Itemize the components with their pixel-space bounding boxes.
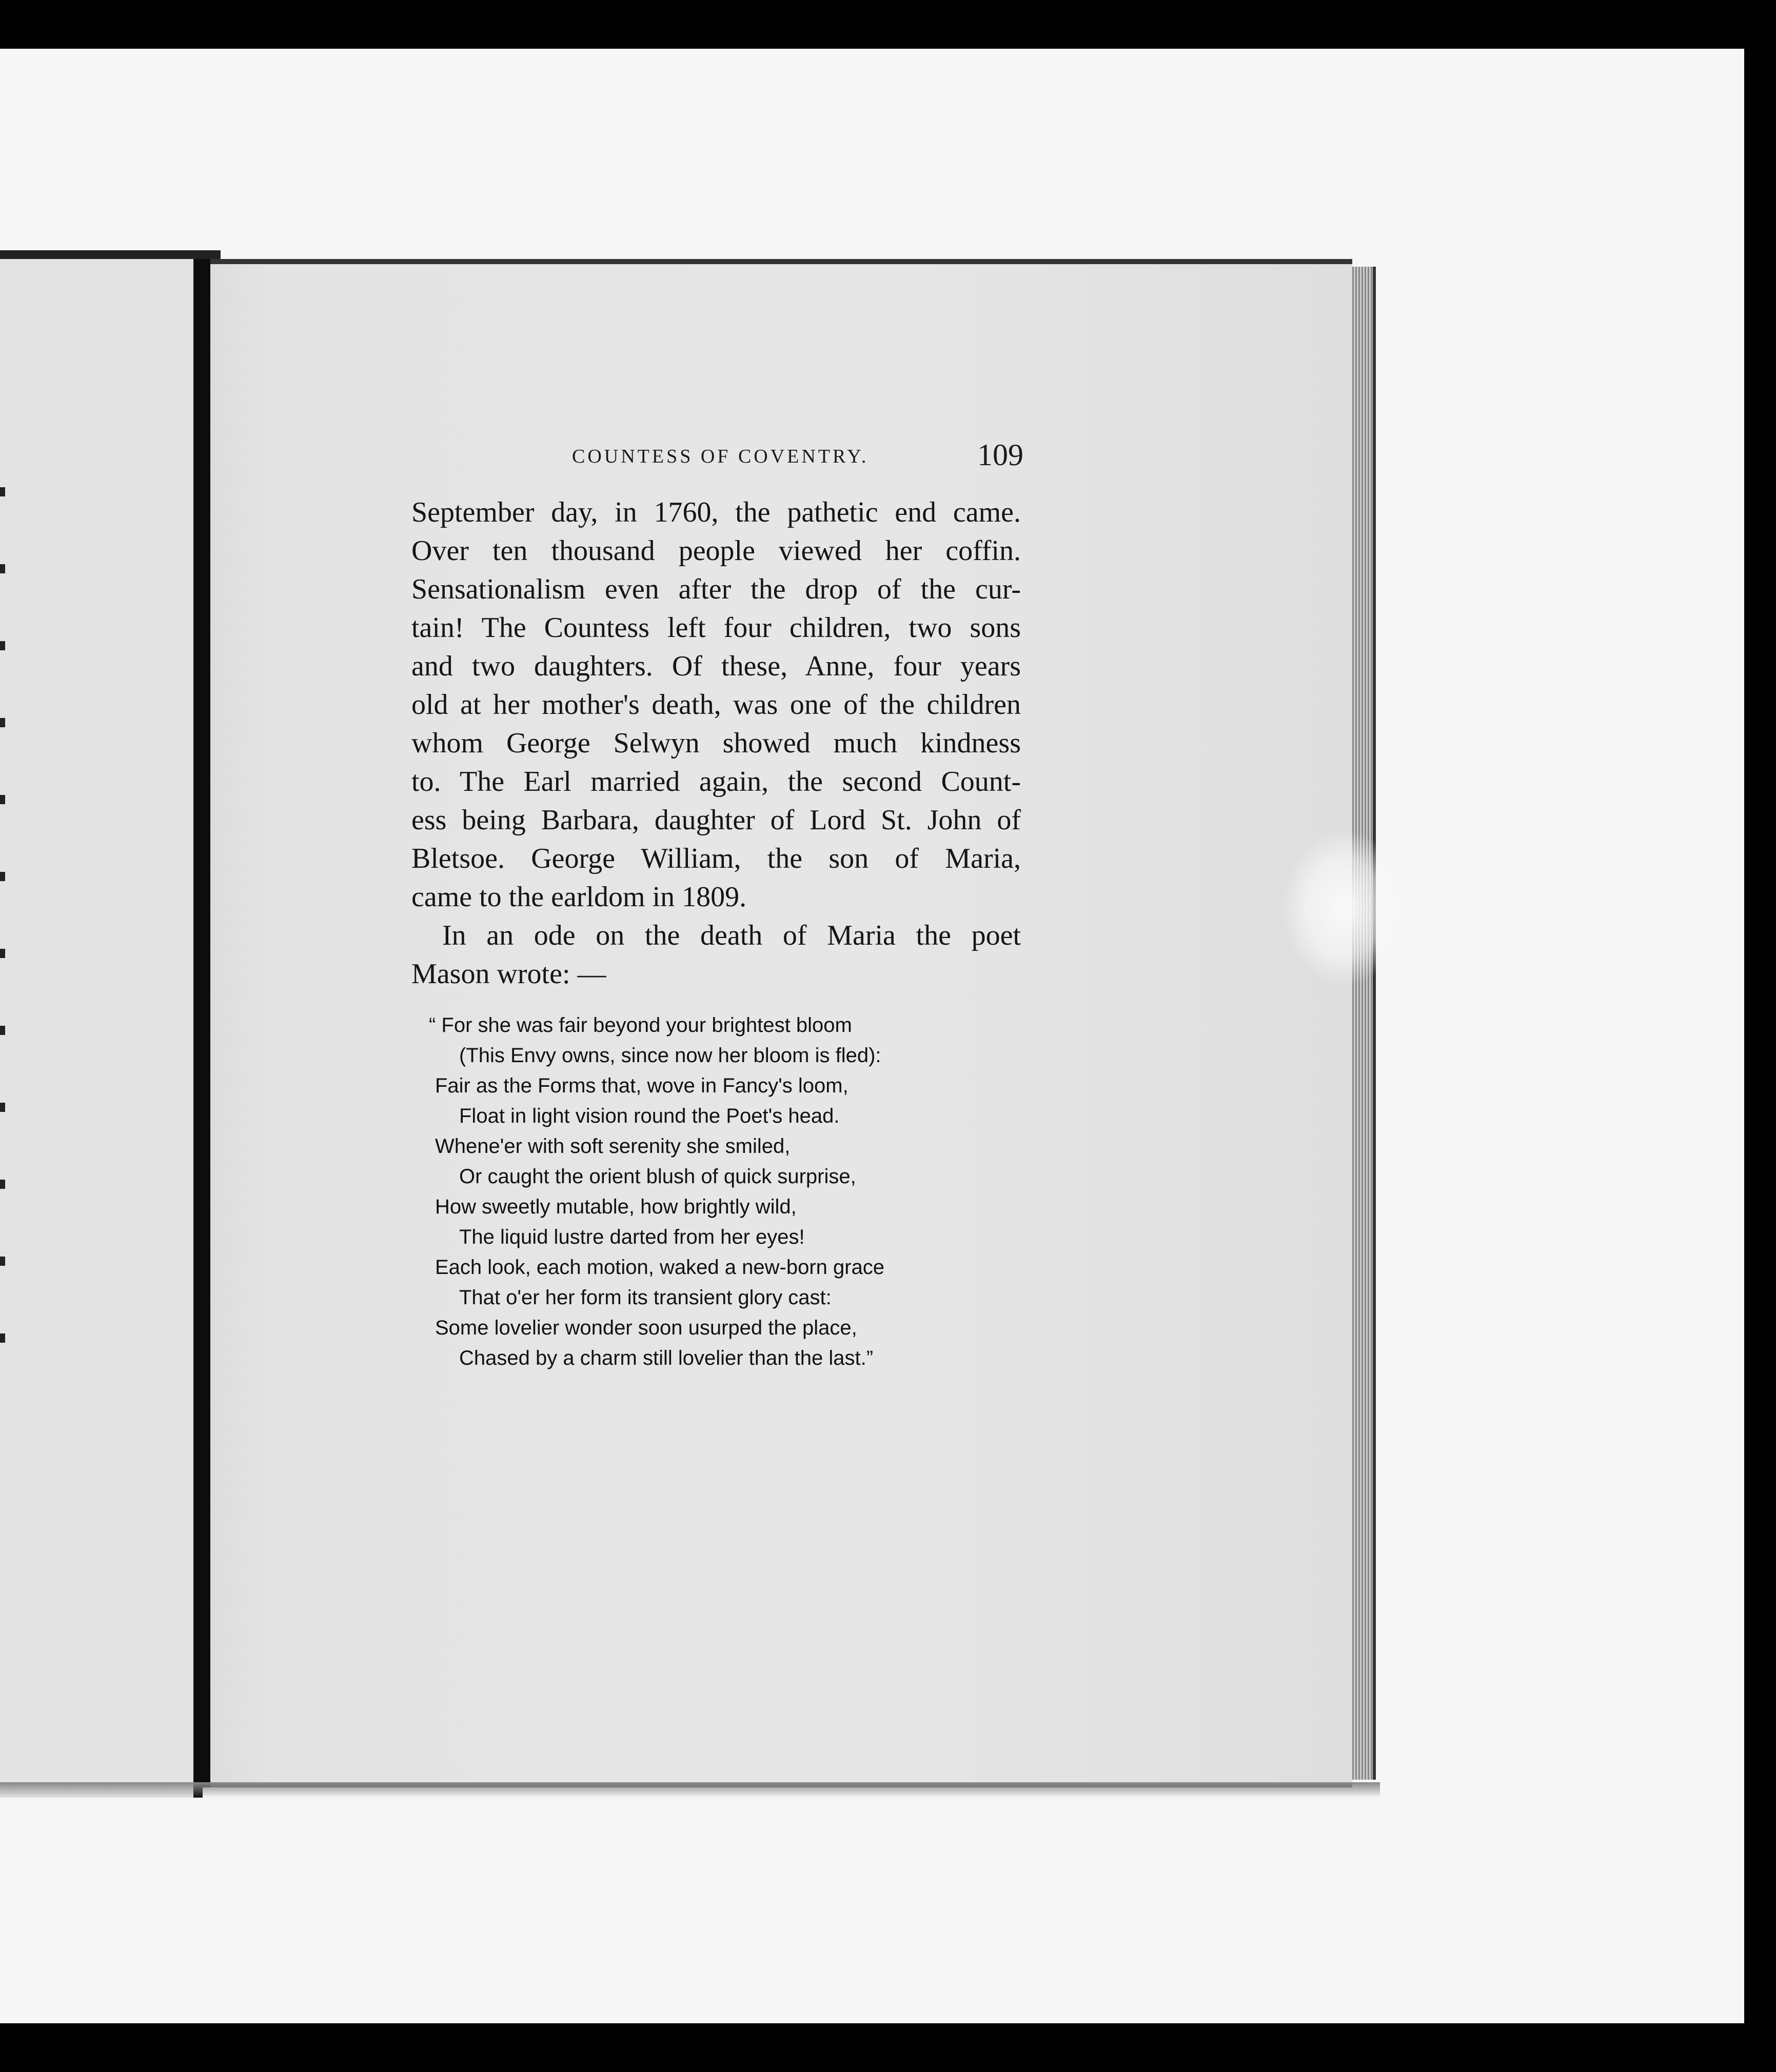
poem-line: Float in light vision round the Poet's head. [459,1105,840,1127]
poem-line: Chased by a charm still lovelier than the last.” [459,1347,874,1369]
poem-line: Fair as the Forms that, wove in Fancy's loom, [435,1074,848,1097]
body-line: came to the earldom in 1809. [411,881,747,913]
body-text [411,493,1021,993]
body-line: and two daughters. Of these, Anne, four years [411,650,1021,682]
poem-line: The liquid lustre darted from her eyes! [459,1226,805,1248]
body-line: September day, in 1760, the pathetic end came. [411,496,1021,528]
body-line: ess being Barbara, daughter of Lord St. John of [411,804,1021,836]
poem-line: Each look, each motion, waked a new-born grace [435,1256,885,1279]
poem-line: That o'er her form its transient glory cast: [459,1286,832,1309]
left-page [0,259,203,1798]
body-line: to. The Earl married again, the second Count- [411,766,1021,798]
paragraph-line: In an ode on the death of Maria the poet [442,920,1021,951]
page-edges [1352,267,1376,1780]
body-line: Bletsoe. George William, the son of Maria, [411,843,1021,874]
page-bottom-shadow [0,1782,1380,1798]
page-number: 109 [977,438,1023,472]
poem-line: Or caught the orient blush of quick surprise, [459,1165,856,1188]
body-line: old at her mother's death, was one of the children [411,689,1021,721]
left-page-edge-marks [0,487,5,1359]
poem-quotation [429,1010,885,1373]
body-line: Sensationalism even after the drop of the cur- [411,573,1021,605]
poem-line: (This Envy owns, since now her bloom is fled): [459,1044,881,1067]
poem-line: Some lovelier wonder soon usurped the place, [435,1317,857,1339]
paragraph-line: Mason wrote: — [411,958,606,990]
poem-line: “ For she was fair beyond your brightest bloom [429,1014,852,1037]
scan-smudge [1282,831,1406,985]
body-line: tain! The Countess left four children, two sons [411,612,1021,644]
body-line: Over ten thousand people viewed her coffin. [411,535,1021,567]
poem-line: Whene'er with soft serenity she smiled, [435,1135,791,1158]
poem-line: How sweetly mutable, how brightly wild, [435,1196,797,1218]
book-spine-gutter [195,259,210,1787]
running-header: COUNTESS OF COVENTRY. [572,446,869,467]
body-line: whom George Selwyn showed much kindness [411,727,1021,759]
